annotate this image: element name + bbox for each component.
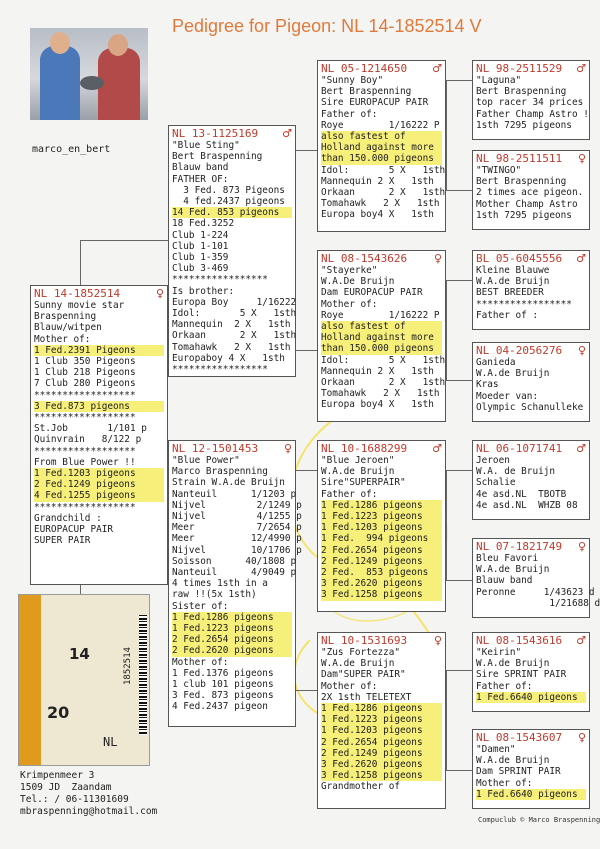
pedigree-line: 1 Fed.1203 pigeons	[34, 468, 164, 479]
pedigree-line: Europaboy 4 X 1sth	[172, 352, 285, 364]
ring-number-header	[473, 61, 589, 75]
male-symbol-icon: ♂	[576, 634, 586, 647]
pedigree-line: 1 Club 350 Pigeons	[34, 356, 136, 368]
ring-number: NL 13-1125169	[172, 127, 259, 140]
ring-number: NL 07-1821749	[476, 540, 563, 553]
pedigree-line: 1sth 7295 pigeons	[476, 119, 572, 131]
connector	[446, 670, 472, 671]
connector	[295, 150, 317, 151]
ring-number: NL 05-1214650	[321, 62, 408, 75]
pedigree-line: 2 Fed.1249 pigeons	[321, 556, 442, 567]
pigeon-card-ggparent-8	[472, 729, 590, 809]
pedigree-line: ******************	[34, 412, 136, 424]
pedigree-line: 7 Club 280 Pigeons	[34, 378, 136, 390]
pedigree-line: 1 Fed.1286 pigeons	[172, 612, 292, 623]
pedigree-line: 4 Fed.2437 pigeon	[172, 701, 268, 713]
connector	[446, 670, 447, 770]
pedigree-line: Grandmother of	[321, 781, 401, 793]
pedigree-line: Mother of:	[321, 298, 378, 310]
pedigree-line: Tomahawk 2 X 1sth	[321, 198, 440, 210]
female-symbol-icon: ♀	[577, 152, 586, 165]
contact-block	[20, 770, 157, 818]
ring-number: NL 12-1501453	[172, 442, 259, 455]
ring-year-bottom: 20	[47, 703, 70, 722]
pedigree-line: 3 Fed. 873 pigeons	[172, 690, 274, 702]
connector	[446, 280, 447, 380]
ring-number-header	[473, 633, 589, 647]
pedigree-line: SUPER PAIR	[34, 535, 91, 547]
pedigree-line: Roye 1/16222 P	[321, 309, 440, 321]
pedigree-line: 1 Fed.1223 pigeons	[321, 714, 442, 725]
pedigree-line: Mother of:	[172, 656, 229, 668]
female-symbol-icon: ♀	[155, 287, 164, 300]
ring-number: NL 08-1543626	[321, 252, 408, 265]
pedigree-line: 3 Fed.2620 pigeons	[321, 759, 442, 770]
male-symbol-icon: ♂	[576, 62, 586, 75]
pedigree-line: 1 Fed.6640 pigeons	[476, 789, 586, 800]
pedigree-line: Quinvrain 8/122 p	[34, 434, 142, 446]
ring-number: NL 10-1688299	[321, 442, 408, 455]
connector	[295, 690, 317, 691]
pedigree-line: Soisson 40/1808 p	[172, 555, 297, 567]
pedigree-line: W.A.de Bruijn	[476, 755, 550, 767]
pedigree-line: Holland against more	[321, 142, 442, 153]
pedigree-line: Father of :	[476, 309, 539, 321]
pedigree-line: 4 times 1sth in a	[172, 578, 268, 590]
contact-street: Krimpenmeer 3	[20, 770, 95, 781]
pedigree-line: 4 fed.2437 pigeons	[172, 196, 285, 208]
contact-email[interactable]: mbraspenning@hotmail.com	[20, 806, 158, 817]
pedigree-line: 2 Fed.2654 pigeons	[172, 634, 292, 645]
pedigree-line: "Blue Power"	[172, 455, 240, 466]
pedigree-line: Bert Braspenning	[476, 86, 567, 98]
pigeon-card-ggparent-3	[472, 250, 590, 330]
pedigree-line: *****************	[476, 298, 572, 310]
pedigree-line: Nijvel 10/1706 p	[172, 544, 302, 556]
pedigree-line: Dam"SUPER PAIR"	[321, 669, 406, 681]
pigeon-card-paternal-grandsire	[317, 60, 446, 232]
connector	[446, 80, 447, 190]
pedigree-line: Moeder van:	[476, 390, 539, 402]
pedigree-line: Europa boy4 X 1sth	[321, 209, 434, 221]
owner-photo	[30, 28, 148, 120]
pedigree-line: Father of:	[321, 488, 378, 500]
pedigree-line: Strain W.A.de Bruijn	[172, 477, 285, 489]
pedigree-line: "Blue Jeroen"	[321, 455, 395, 466]
pigeon-card-ggparent-4	[472, 342, 590, 422]
connector	[446, 770, 472, 771]
pedigree-line: W.A.de Bruijn	[476, 658, 550, 670]
ring-number: 1852514	[123, 647, 133, 685]
pedigree-line: Tomahawk 2 X 1sth	[321, 388, 440, 400]
pedigree-line: 1 Fed.1286 pigeons	[321, 703, 442, 714]
pedigree-line: 4e asd.NL TBOTB	[476, 488, 567, 500]
pedigree-line: 1 Fed.1286 pigeons	[321, 500, 442, 511]
pigeon-card-father	[168, 125, 296, 377]
pedigree-line: 1/21688 d	[476, 597, 600, 609]
pedigree-line: Sire"SUPERPAIR"	[321, 477, 406, 489]
ring-year-top: 14	[69, 645, 90, 663]
pedigree-line: Nijvel 4/1255 p	[172, 511, 302, 523]
ring-country: NL	[103, 735, 118, 749]
pedigree-line: Kras	[476, 379, 499, 391]
pedigree-line: than 150.000 pigeons	[321, 343, 442, 354]
pedigree-line: Mannequin 2 X 1sth	[321, 365, 434, 377]
male-symbol-icon: ♂	[576, 252, 586, 265]
pedigree-line: FATHER OF:	[172, 173, 229, 185]
connector	[446, 470, 447, 580]
pedigree-line: Ganieda	[476, 357, 516, 368]
ring-number: NL 10-1531693	[321, 634, 408, 647]
ring-number-header	[473, 441, 589, 455]
pedigree-line: Nanteuil 1/1203 p	[172, 488, 297, 500]
pedigree-line: Europa boy4 X 1sth	[321, 399, 434, 411]
pedigree-line: Dam EUROPACUP PAIR	[321, 287, 423, 299]
pedigree-line: Blauw/witpen	[34, 322, 102, 334]
pedigree-line: 2 Fed.1249 pigeons	[321, 748, 442, 759]
pedigree-line: Peronne 1/43623 d	[476, 586, 595, 598]
ring-number-header	[473, 539, 589, 553]
pedigree-line: 4 Fed.1255 pigeons	[34, 490, 164, 501]
pedigree-line: 1 Club 218 Pigeons	[34, 367, 136, 379]
pedigree-line: 14 Fed. 853 pigeons	[172, 207, 292, 218]
pedigree-line: Mannequin 2 X 1sth	[172, 319, 291, 331]
pedigree-line: Orkaan 2 X 1sth	[321, 377, 446, 389]
pedigree-line: Braspenning	[34, 311, 97, 323]
pedigree-line: Nanteuil 4/9049 p	[172, 567, 297, 579]
pedigree-line: W.A.de Bruijn	[476, 276, 550, 288]
pedigree-line: also fastest of	[321, 131, 442, 142]
pedigree-line: 2 Fed.1249 pigeons	[34, 479, 164, 490]
pedigree-line: Bert Braspenning	[321, 86, 412, 98]
pedigree-line: "Blue Sting"	[172, 140, 240, 151]
pedigree-line: Sister of:	[172, 600, 229, 612]
ring-certificate-image	[18, 594, 150, 766]
pedigree-line: ******************	[34, 445, 136, 457]
pedigree-line: W.A.de Bruijn	[476, 564, 550, 576]
pedigree-line: W.A.de Bruijn	[476, 368, 550, 380]
pedigree-line: Father of:	[321, 108, 378, 120]
pedigree-line: Sire SPRINT PAIR	[476, 669, 567, 681]
pedigree-line: Grandchild :	[34, 512, 102, 524]
pedigree-line: Blauw band	[172, 162, 229, 174]
pedigree-line: Idol: 5 X 1sth	[172, 308, 297, 320]
pedigree-line: 1 Fed.1203 pigeons	[321, 725, 442, 736]
ring-number: NL 06-1071741	[476, 442, 563, 455]
pedigree-line: BEST BREEDER	[476, 287, 544, 299]
pedigree-line: "Laguna"	[476, 75, 522, 86]
pigeon-card-ggparent-5	[472, 440, 590, 520]
pedigree-line: 18 Fed.3252	[172, 218, 235, 230]
pedigree-line: 1 Fed. 994 pigeons	[321, 533, 442, 544]
pedigree-line: 1 Fed.1223 pigeons	[321, 511, 442, 522]
connector	[80, 240, 168, 241]
ring-number-header	[473, 343, 589, 357]
pedigree-line: Bert Braspenning	[476, 176, 567, 188]
female-symbol-icon: ♀	[577, 731, 586, 744]
pigeon-card-maternal-granddam	[317, 632, 446, 809]
ring-number: NL 98-2511511	[476, 152, 563, 165]
ring-number-header	[318, 441, 445, 455]
female-symbol-icon: ♀	[283, 442, 292, 455]
pedigree-line: Club 1-101	[172, 240, 229, 252]
pedigree-line: "Damen"	[476, 744, 516, 755]
pedigree-line: 1 Fed.2391 Pigeons	[34, 345, 164, 356]
pedigree-line: Mother of:	[476, 777, 533, 789]
pedigree-line: Bert Braspenning	[172, 151, 263, 163]
female-symbol-icon: ♀	[433, 634, 442, 647]
pedigree-line: "Zus Fortezza"	[321, 647, 401, 658]
male-symbol-icon: ♂	[432, 62, 442, 75]
pigeon-card-maternal-grandsire	[317, 440, 446, 612]
ring-number-header	[473, 151, 589, 165]
connector	[295, 350, 317, 351]
pedigree-line: 1 Fed.1203 pigeons	[321, 522, 442, 533]
ring-number-header	[318, 61, 445, 75]
pedigree-line: Mother of:	[321, 680, 378, 692]
pigeon-card-mother	[168, 440, 302, 727]
pedigree-line: 1 Fed.1223 pigeons	[172, 623, 292, 634]
pedigree-line: Olympic Schanulleke	[476, 401, 584, 413]
pedigree-line: EUROPACUP PAIR	[34, 524, 114, 536]
pedigree-line: Dam SPRINT PAIR	[476, 766, 561, 778]
pedigree-line: 3 Fed.2620 pigeons	[321, 578, 442, 589]
pedigree-line: Bleu Favori	[476, 553, 539, 564]
pedigree-line: *****************	[172, 274, 268, 286]
ring-number-header	[473, 251, 589, 265]
pedigree-line: Club 1-359	[172, 252, 229, 264]
pedigree-line: From Blue Power !!	[34, 456, 136, 468]
pedigree-line: Marco Braspenning	[172, 466, 268, 478]
pigeon-card-subject	[30, 285, 168, 585]
pedigree-line: Meer 7/2654 p	[172, 522, 302, 534]
pedigree-line: Orkaan 2 X 1sth	[172, 330, 297, 342]
pedigree-line: 1sth 7295 pigeons	[476, 209, 572, 221]
ring-number-header	[169, 441, 295, 455]
pedigree-line: *****************	[172, 364, 268, 376]
pedigree-line: 2 Fed. 853 pigeons	[321, 567, 442, 578]
pedigree-line: also fastest of	[321, 321, 442, 332]
pedigree-line: Europa Boy 1/16222	[172, 296, 297, 308]
pedigree-line: 1 Fed.1376 pigeons	[172, 667, 274, 679]
ring-number-header	[31, 286, 167, 300]
ring-number-header	[169, 126, 295, 140]
ring-number: NL 08-1543616	[476, 634, 563, 647]
pedigree-line: top racer 34 prices	[476, 97, 584, 109]
pedigree-line: Sunny movie star	[34, 300, 125, 311]
pedigree-line: Meer 12/4990 p	[172, 533, 302, 545]
pedigree-line: "Stayerke"	[321, 265, 378, 276]
pedigree-line: 3 Fed.1258 pigeons	[321, 770, 442, 781]
page-title: Pedigree for Pigeon: NL 14-1852514 V	[172, 16, 482, 36]
ring-number: NL 08-1543607	[476, 731, 563, 744]
female-symbol-icon: ♀	[577, 540, 586, 553]
pedigree-line: "Keirin"	[476, 647, 522, 658]
pedigree-line: 2 Fed.2654 pigeons	[321, 545, 442, 556]
pedigree-line: Idol: 5 X 1sth	[321, 354, 446, 366]
pedigree-line: "Sunny Boy"	[321, 75, 384, 86]
male-symbol-icon: ♂	[282, 127, 292, 140]
ring-number-header	[318, 633, 445, 647]
pedigree-line: Idol: 5 X 1sth	[321, 164, 446, 176]
pedigree-line: ******************	[34, 389, 136, 401]
female-symbol-icon: ♀	[433, 252, 442, 265]
connector	[295, 470, 317, 471]
pedigree-line: 3 Fed.1258 pigeons	[321, 589, 442, 600]
connector	[446, 380, 472, 381]
pedigree-line: Father Champ Astro !	[476, 108, 589, 120]
pedigree-line: Kleine Blauwe	[476, 265, 550, 276]
pigeon-card-paternal-granddam	[317, 250, 446, 422]
footer-credit: Compuclub © Marco Braspenning	[478, 816, 600, 824]
pedigree-line: Mother Champ Astro	[476, 198, 578, 210]
connector	[80, 240, 81, 286]
pedigree-line: Sire EUROPACUP PAIR	[321, 97, 429, 109]
ring-number: NL 04-2056276	[476, 344, 563, 357]
connector	[446, 280, 472, 281]
pedigree-line: 2 Fed.2654 pigeons	[321, 737, 442, 748]
pedigree-line: Club 3-469	[172, 263, 229, 275]
pedigree-line: 3 Fed. 873 Pigeons	[172, 184, 285, 196]
pedigree-line: Is brother:	[172, 285, 235, 297]
ring-number-header	[318, 251, 445, 265]
connector	[446, 580, 472, 581]
pedigree-line: St.Job 1/101 p	[34, 423, 147, 435]
pedigree-line: Blauw band	[476, 575, 533, 587]
pedigree-line: Mother of:	[34, 333, 91, 345]
connector	[446, 190, 472, 191]
female-symbol-icon: ♀	[577, 344, 586, 357]
ring-number: NL 98-2511529	[476, 62, 563, 75]
pedigree-line: ******************	[34, 501, 136, 513]
pedigree-line: Schalie	[476, 477, 516, 489]
pedigree-line: 2X 1sth TELETEXT	[321, 691, 412, 703]
contact-city: 1509 JD Zaandam	[20, 782, 112, 793]
pedigree-line: "TWINGO"	[476, 165, 522, 176]
ring-number: NL 14-1852514	[34, 287, 121, 300]
pedigree-line: W.A. de Bruijn	[476, 466, 556, 478]
male-symbol-icon: ♂	[576, 442, 586, 455]
pedigree-line: Tomahawk 2 X 1sth	[172, 341, 291, 353]
pedigree-line: W.A.de Bruijn	[321, 658, 395, 670]
connector	[446, 80, 472, 81]
pedigree-line: 4e asd.NL WHZB 08	[476, 499, 578, 511]
ring-number: BL 05-6045556	[476, 252, 563, 265]
pedigree-line: W.A.De Bruijn	[321, 276, 395, 288]
pedigree-line: Father of:	[476, 680, 533, 692]
contact-phone: Tel.: / 06-11301609	[20, 794, 129, 805]
pigeon-card-ggparent-2	[472, 150, 590, 230]
pigeon-card-ggparent-7	[472, 632, 590, 712]
pedigree-line: Orkaan 2 X 1sth	[321, 187, 446, 199]
pedigree-line: Roye 1/16222 P	[321, 119, 440, 131]
barcode	[139, 615, 147, 735]
pigeon-card-ggparent-1	[472, 60, 590, 140]
pedigree-line: 2 times ace pigeon.	[476, 187, 584, 199]
pedigree-line: 3 Fed.873 pigeons	[34, 401, 164, 412]
pedigree-line: 2 Fed.2620 pigeons	[172, 645, 292, 656]
pedigree-line: Mannequin 2 X 1sth	[321, 175, 434, 187]
pedigree-line: 1 club 101 pigeons	[172, 679, 274, 691]
male-symbol-icon: ♂	[432, 442, 442, 455]
pedigree-line: Nijvel 2/1249 p	[172, 499, 302, 511]
pedigree-line: Holland against more	[321, 332, 442, 343]
pedigree-line: W.A.de Bruijn	[321, 466, 395, 478]
ring-number-header	[473, 730, 589, 744]
pigeon-card-ggparent-6	[472, 538, 600, 618]
pedigree-line: than 150.000 pigeons	[321, 153, 442, 164]
pedigree-line: Club 1-224	[172, 229, 229, 241]
photo-caption: marco_en_bert	[32, 144, 111, 155]
pedigree-line: raw !!(5x 1sth)	[172, 589, 257, 601]
pedigree-line: 1 Fed.6640 pigeons	[476, 692, 586, 703]
connector	[446, 470, 472, 471]
pedigree-line: Jeroen	[476, 455, 510, 466]
